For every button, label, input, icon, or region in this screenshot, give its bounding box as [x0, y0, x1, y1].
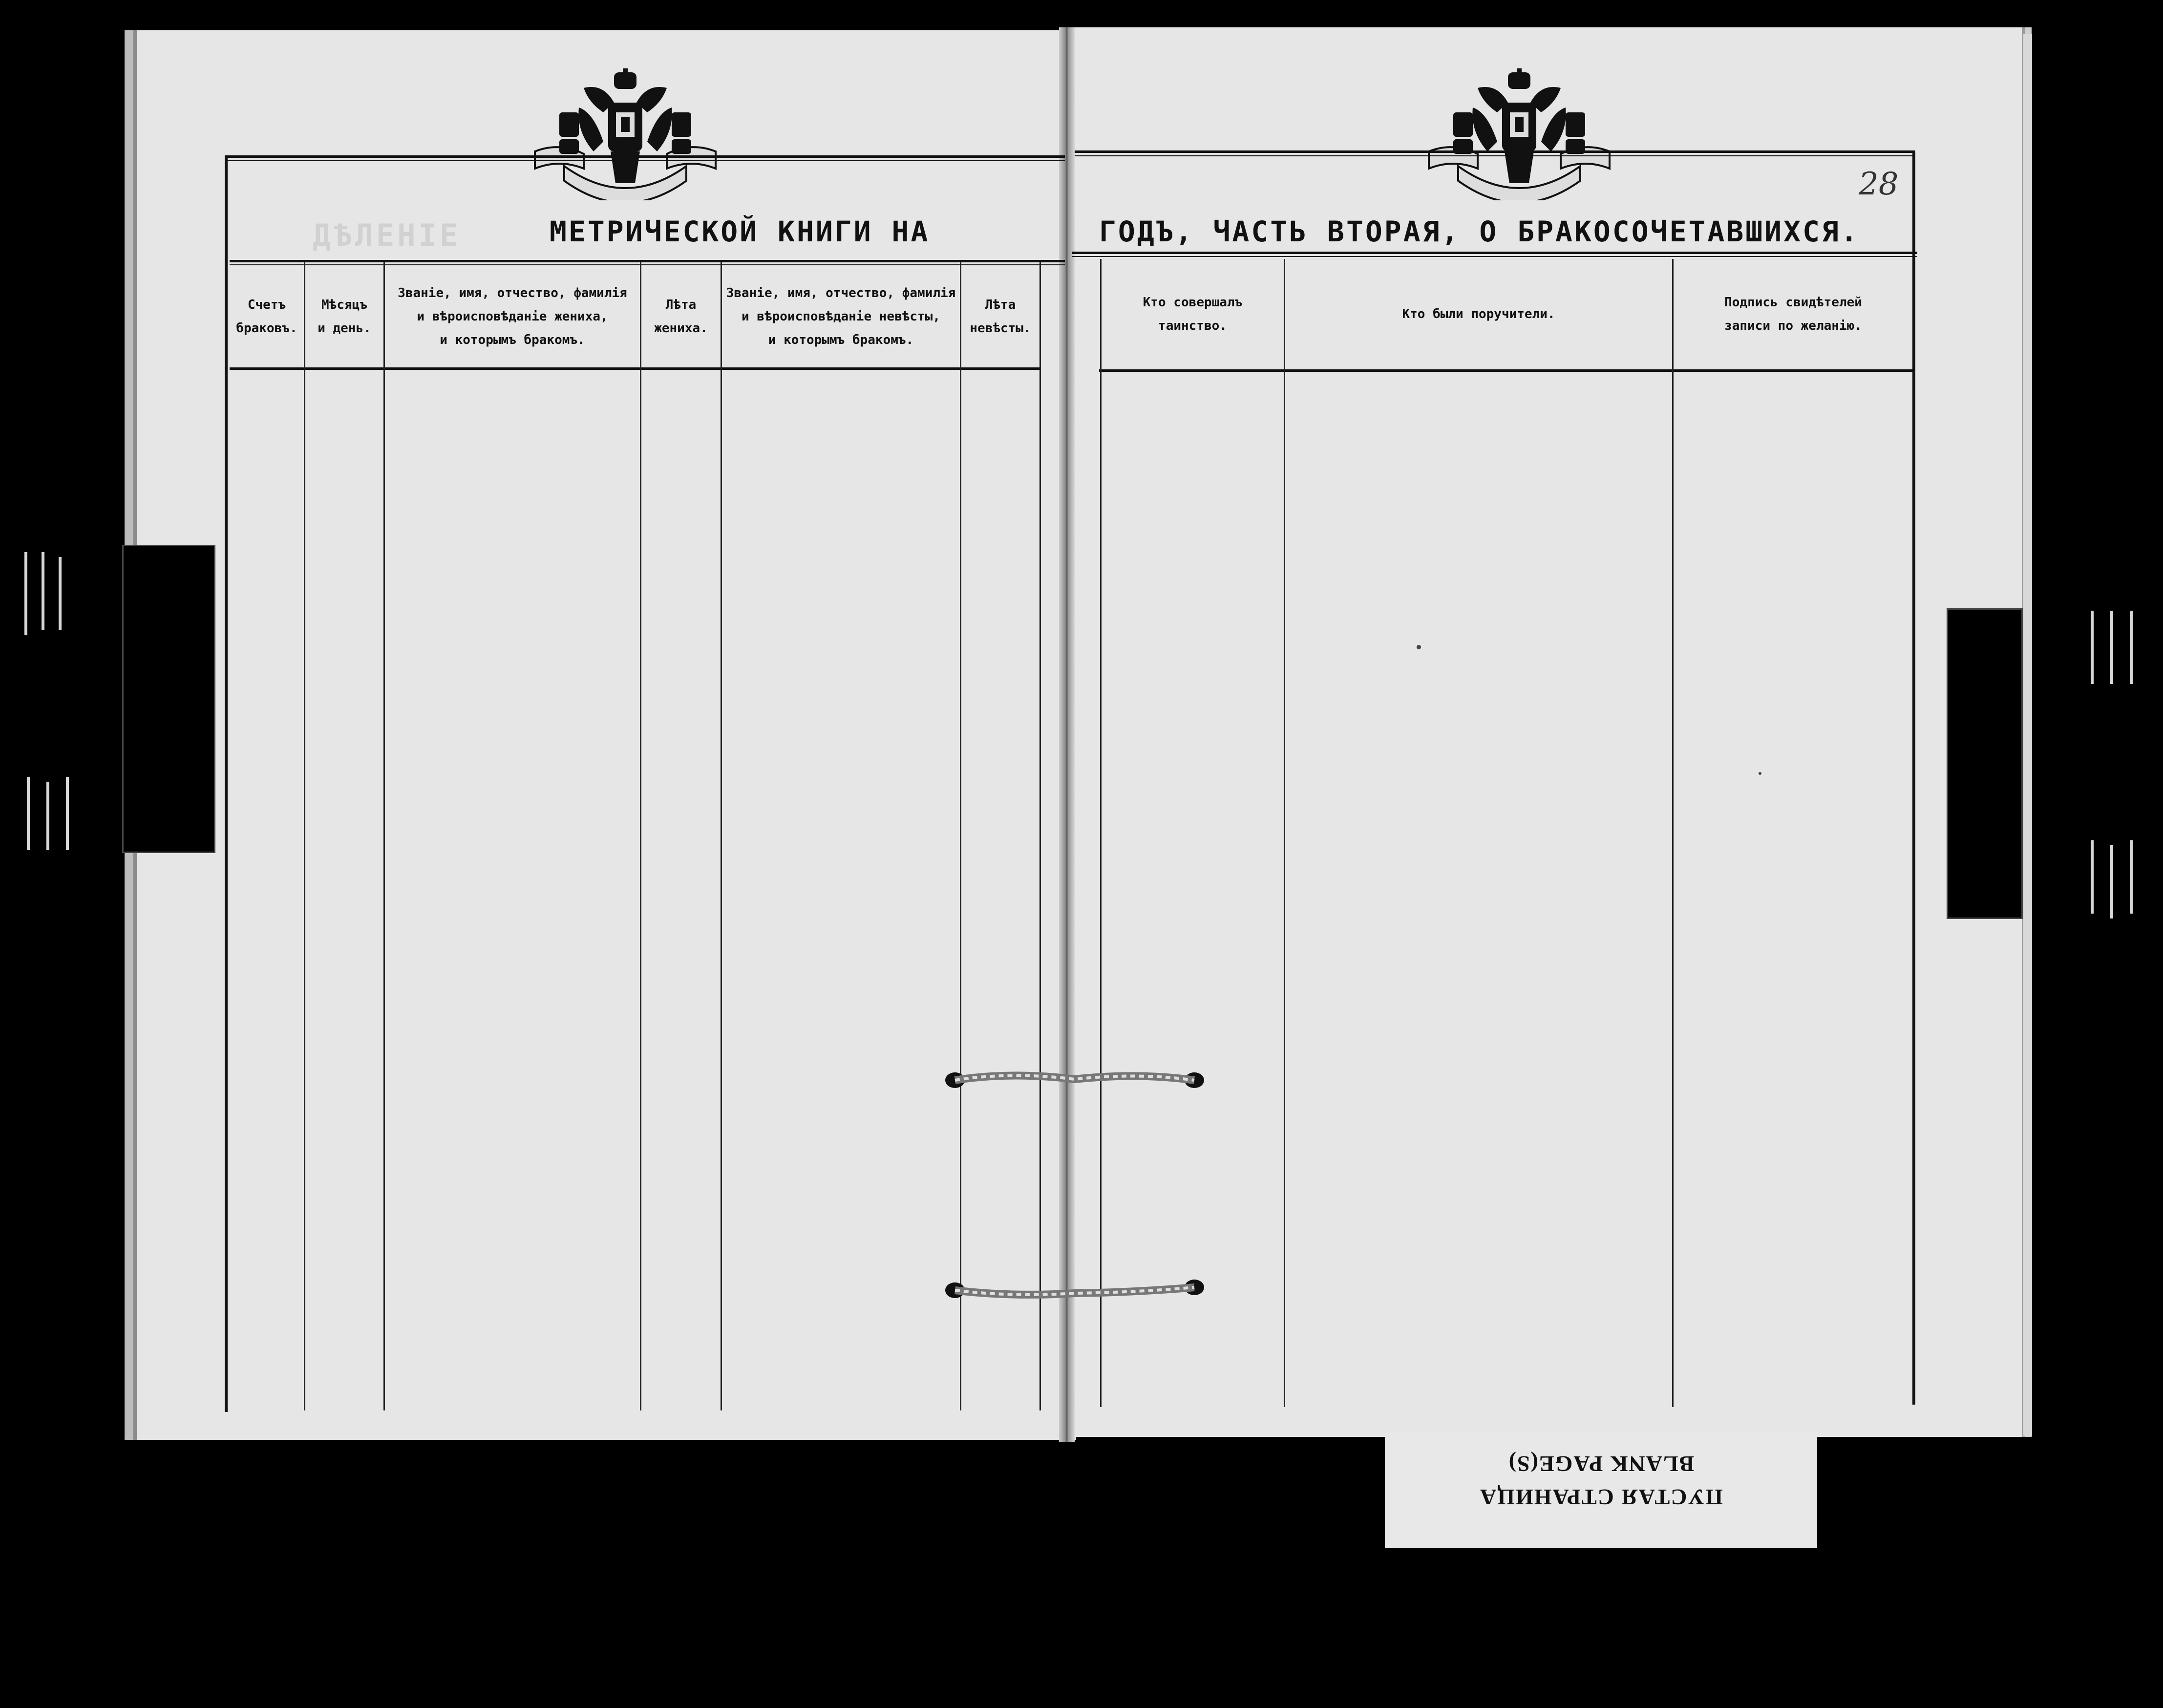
- left-header-top-rule: [230, 260, 1065, 262]
- right-top-border-inner: [1075, 155, 1915, 156]
- left-col-divider-1: [304, 262, 305, 1410]
- header-bride-age: Лѣта невѣсты.: [970, 297, 1031, 336]
- left-col-divider-2: [383, 262, 385, 1410]
- header-bride-details: Званіе, имя, отчество, фамилія и вѣроисповѣданіе невѣсты, и которымъ бракомъ.: [726, 285, 956, 347]
- blank-page-label-en: BLANK PAGE(S): [1507, 1452, 1695, 1476]
- right-col-divider-2: [1284, 259, 1285, 1407]
- film-edge-marks-left: [20, 552, 88, 855]
- left-col-divider-4: [721, 262, 722, 1410]
- paper-speck: [1759, 772, 1761, 775]
- page-number: 28: [1859, 166, 1899, 202]
- bleed-through-text: ДѢЛЕНІЕ: [313, 217, 461, 253]
- left-col-divider-3: [640, 262, 641, 1410]
- paper-speck: [1417, 645, 1421, 649]
- left-col-divider-6: [1039, 262, 1041, 1410]
- double-headed-eagle-emblem-left: [530, 68, 721, 200]
- double-headed-eagle-emblem-right: [1424, 68, 1614, 200]
- book-gutter: [1059, 27, 1075, 1442]
- header-witness-signatures: Подпись свидѣтелей записи по желанію.: [1724, 295, 1862, 333]
- header-guarantors: Кто были поручители.: [1402, 306, 1555, 321]
- header-month-day: Мѣсяцъ и день.: [318, 297, 371, 336]
- page-edges: [2022, 34, 2032, 1436]
- right-header-bottom-rule: [1099, 369, 1915, 372]
- register-title-right: ГОДЪ, ЧАСТЬ ВТОРАЯ, О БРАКОСОЧЕТАВШИХСЯ.: [1099, 215, 1860, 248]
- left-outer-border: [225, 156, 228, 1412]
- left-header-top-rule-inner: [230, 264, 1065, 265]
- film-edge-marks-right: [2081, 611, 2149, 923]
- binding-string-lower: [943, 1273, 1207, 1307]
- header-marriage-count: Счетъ браковъ.: [236, 297, 297, 336]
- header-groom-details: Званіе, имя, отчество, фамилія и вѣроисповѣданіе жениха, и которымъ бракомъ.: [398, 285, 627, 347]
- header-officiant: Кто совершалъ таинство.: [1143, 295, 1243, 333]
- left-top-border: [225, 155, 1065, 158]
- right-header-top-rule: [1072, 252, 1917, 254]
- left-header-bottom-rule: [230, 367, 1040, 370]
- blank-page-label: [1385, 1431, 1817, 1548]
- right-top-border: [1075, 150, 1915, 153]
- blank-page-label-ru: ПУСТАЯ СТРАНИЦА: [1479, 1485, 1723, 1510]
- left-col-divider-5: [960, 262, 961, 1410]
- left-top-border-inner: [225, 160, 1065, 161]
- page-divider-tab-right: [1947, 608, 2023, 919]
- right-col-divider-1: [1100, 259, 1102, 1407]
- right-col-divider-3: [1672, 259, 1674, 1407]
- page-divider-tab-left: [122, 545, 215, 853]
- right-header-top-rule-inner: [1072, 256, 1917, 257]
- register-title-left: МЕТРИЧЕСКОЙ КНИГИ НА: [550, 215, 930, 248]
- binding-string-upper: [943, 1063, 1207, 1097]
- header-groom-age: Лѣта жениха.: [654, 297, 708, 336]
